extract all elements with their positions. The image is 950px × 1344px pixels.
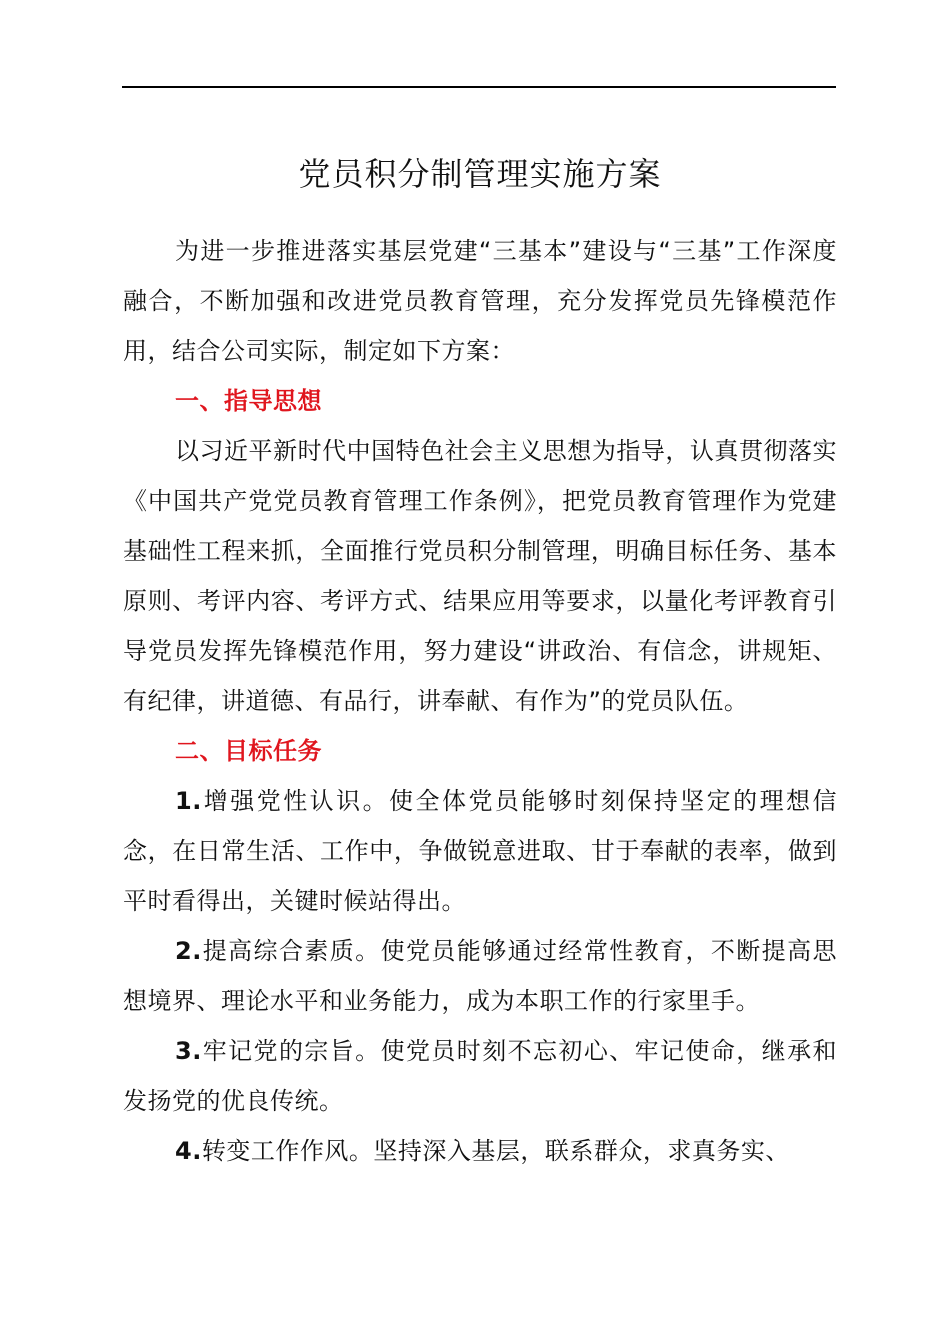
section-heading-guiding-ideology: 一、指导思想 xyxy=(175,387,322,415)
goal-item-number: 1. xyxy=(175,787,202,815)
goal-item xyxy=(123,926,837,1026)
intro-paragraph: 为进一步推进落实基层党建“三基本”建设与“三基”工作深度融合，不断加强和改进党员教育管理，充分发挥党员先锋模范作用，结合公司实际，制定如下方案： xyxy=(123,237,837,365)
goal-item xyxy=(123,1026,837,1126)
document-body xyxy=(123,140,837,1176)
goal-item-number: 4. xyxy=(175,1137,202,1165)
goal-item-number: 2. xyxy=(175,937,202,965)
goal-item-number: 3. xyxy=(175,1037,202,1065)
document-title: 党员积分制管理实施方案 xyxy=(298,155,662,193)
goal-item-text: 转变工作作风。坚持深入基层，联系群众，求真务实、 xyxy=(201,1137,790,1165)
goal-item-text: 增强党性认识。使全体党员能够时刻保持坚定的理想信念，在日常生活、工作中，争做锐意进取、甘于奉献的表率，做到平时看得出，关键时候站得出。 xyxy=(123,787,837,915)
goal-item xyxy=(123,776,837,926)
goal-item-text: 牢记党的宗旨。使党员时刻不忘初心、牢记使命，继承和发扬党的优良传统。 xyxy=(123,1037,837,1115)
goal-item xyxy=(123,1126,837,1176)
goal-item-text: 提高综合素质。使党员能够通过经常性教育，不断提高思想境界、理论水平和业务能力，成为本职工作的行家里手。 xyxy=(123,937,837,1015)
section-heading-goals: 二、目标任务 xyxy=(175,737,322,765)
header-rule xyxy=(122,86,836,88)
section-body-guiding-ideology: 以习近平新时代中国特色社会主义思想为指导，认真贯彻落实《中国共产党党员教育管理工作条例》，把党员教育管理作为党建基础性工程来抓，全面推行党员积分制管理，明确目标任务、基本原则、考评内容、考评方式、结果应用等要求，以量化考评教育引导党员发挥先锋模范作用，努力建设“讲政治、有信念，讲规矩、有纪律，讲道德、有品行，讲奉献、有作为”的党员队伍。 xyxy=(123,437,837,715)
